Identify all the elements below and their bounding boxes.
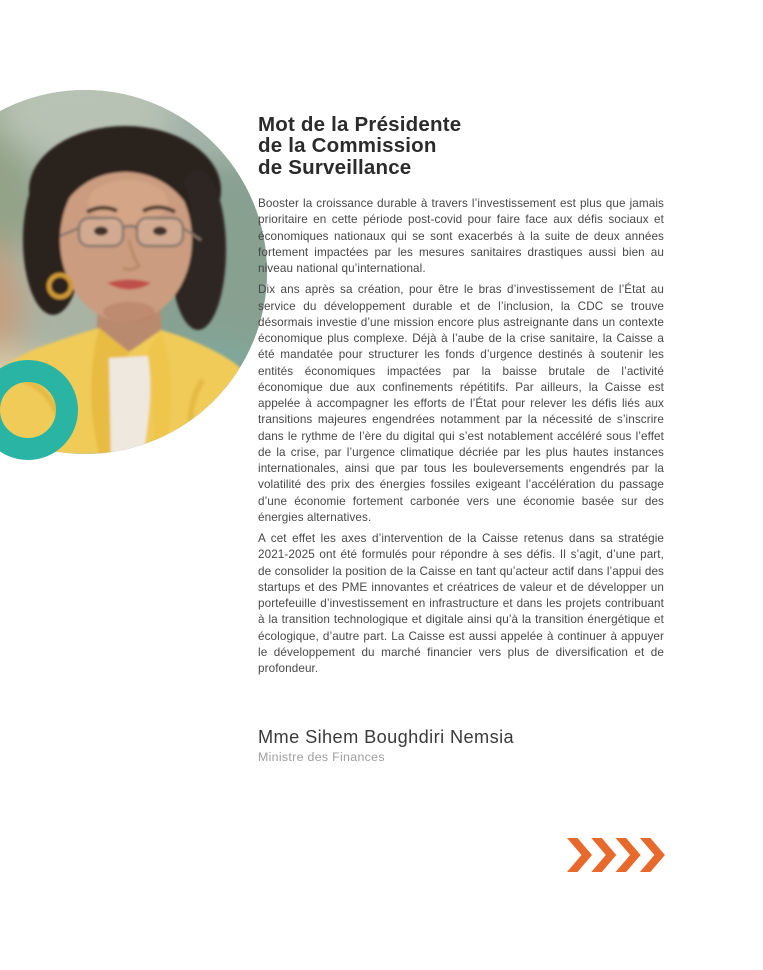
page-title-line-2: de la Commission — [258, 134, 437, 158]
chevrons-right-icon — [567, 837, 665, 873]
body-paragraph-1: Booster la croissance durable à travers l’investissement est plus que jamais prioritaire en cette période post-covid pour faire face aux défis sociaux et économiques nationaux qui se sont exacerbés à la suite de deux années fortement impactées par les mesures sanitaires drastiques aussi bien au niveau national qu’international. — [258, 197, 664, 275]
signature-block — [258, 727, 514, 764]
body-copy — [258, 196, 664, 682]
page-title-line-1: Mot de la Présidente — [258, 113, 462, 136]
page-title-line-3: de Surveillance — [258, 155, 412, 179]
signature-name: Mme Sihem Boughdiri Nemsia — [258, 727, 515, 747]
page-title — [258, 114, 664, 178]
signature-role: Ministre des Finances — [258, 750, 385, 764]
body-paragraph-3: A cet effet les axes d’intervention de la Caisse retenus dans sa stratégie 2021-2025 ont été formulés pour répondre à ses défis. Il s’agit, d’une part, de consolider la position de la Caisse en tant qu’acteur actif dans l’appui des startups et des PME innovantes et créatrices de valeur et de développer un portefeuille d’investissement en infrastructure et dans les projets contribuant à la transition technologique et digitale ainsi qu’à la transition énergétique et écologique, d’autre part. La Caisse est aussi appelée à continuer à appuyer le développement du marché financier vers plus de diversification et de profondeur. — [258, 532, 664, 675]
body-paragraph-2: Dix ans après sa création, pour être le bras d’investissement de l’État au service du développement durable et de l’inclusion, la CDC se trouve désormais investie d’une mission encore plus astreignante dans un contexte économique plus complexe. Déjà à l’aube de la crise sanitaire, la Caisse a été mandatée pour structurer les fonds d’urgence destinés à soutenir les entités économiques impactées par la baisse brutale de l’activité économique due aux confinements répétitifs. Par ailleurs, la Caisse est appelée à accompagner les efforts de l’État pour relever les défis liés aux transitions majeures engendrées notamment par la nécessité de s’inscrire dans le rythme de l’ère du digital qui s’est notablement accéléré sous l’effet de la crise, par l’urgence climatique décriée par les plus hautes instances internationales, ainsi que par tous les bouleversements engendrés par la volatilité des prix des énergies fossiles exigeant l’accélération du passage d’une économie fortement carbonée vers une économie basée sur des énergies alternatives. — [258, 283, 664, 524]
